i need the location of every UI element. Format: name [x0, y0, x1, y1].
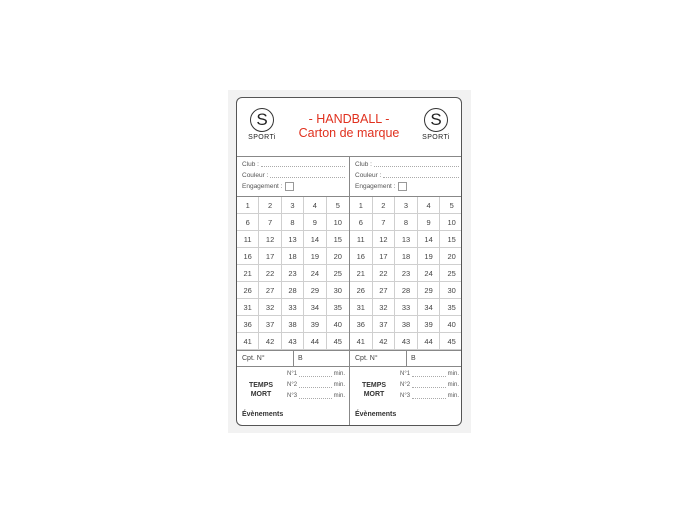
player-number-cell[interactable]: 29	[418, 282, 441, 299]
player-number-cell[interactable]: 28	[395, 282, 418, 299]
player-number-cell[interactable]: 5	[327, 197, 349, 214]
logo-text: SPORTi	[422, 134, 450, 141]
player-number-cell[interactable]: 31	[237, 299, 259, 316]
player-number-cell[interactable]: 44	[418, 333, 441, 350]
player-number-cell[interactable]: 23	[282, 265, 304, 282]
player-number-cell[interactable]: 12	[259, 231, 281, 248]
sporti-logo-icon: S	[250, 108, 274, 132]
player-number-cell[interactable]: 24	[418, 265, 441, 282]
engagement-checkbox[interactable]	[285, 182, 294, 191]
player-number-cell[interactable]: 14	[304, 231, 326, 248]
timeout-field	[299, 393, 332, 399]
club-row	[355, 159, 459, 169]
player-number-cell[interactable]: 37	[373, 316, 396, 333]
player-number-cell[interactable]: 2	[373, 197, 396, 214]
timeout-field	[299, 371, 332, 377]
timeout-1[interactable]	[400, 369, 459, 379]
player-number-cell[interactable]: 4	[418, 197, 441, 214]
club-label: Club :	[355, 160, 372, 168]
player-number-cell[interactable]: 3	[395, 197, 418, 214]
player-number-cell[interactable]: 42	[259, 333, 281, 350]
cpt-divider	[406, 351, 407, 366]
timeout-1[interactable]	[287, 369, 345, 379]
player-number-cell[interactable]: 29	[304, 282, 326, 299]
cpt-row	[237, 351, 349, 367]
player-number-cell[interactable]: 1	[237, 197, 259, 214]
couleur-label: Couleur :	[355, 171, 382, 179]
player-number-cell[interactable]: 27	[259, 282, 281, 299]
engagement-row	[355, 181, 459, 191]
timeout-number: N°2	[400, 382, 411, 388]
min-label: min.	[333, 371, 345, 377]
player-number-cell[interactable]: 18	[395, 248, 418, 265]
player-number-cell[interactable]: 40	[440, 316, 462, 333]
player-number-cell[interactable]: 18	[282, 248, 304, 265]
engagement-checkbox[interactable]	[398, 182, 407, 191]
min-label: min.	[447, 371, 459, 377]
team-info	[350, 157, 462, 197]
cpt-row	[350, 351, 462, 367]
player-number-cell[interactable]: 41	[237, 333, 259, 350]
player-number-cell[interactable]: 32	[259, 299, 281, 316]
club-row	[242, 159, 345, 169]
player-number-cell[interactable]: 30	[440, 282, 462, 299]
player-number-cell[interactable]: 17	[259, 248, 281, 265]
player-number-cell[interactable]: 25	[440, 265, 462, 282]
player-number-cell[interactable]: 5	[440, 197, 462, 214]
title-line-1: - HANDBALL -	[308, 112, 390, 126]
player-number-cell[interactable]: 13	[395, 231, 418, 248]
min-label: min.	[447, 382, 459, 388]
player-number-cell[interactable]: 20	[327, 248, 349, 265]
timeout-field	[412, 382, 446, 388]
temps-label: TEMPS	[361, 382, 387, 389]
player-number-cell[interactable]: 39	[418, 316, 441, 333]
player-number-cell[interactable]: 45	[327, 333, 349, 350]
player-number-cell[interactable]: 25	[327, 265, 349, 282]
team-column-right	[350, 157, 462, 426]
b-label: B	[298, 355, 303, 362]
player-number-cell[interactable]: 42	[373, 333, 396, 350]
player-number-cell[interactable]: 28	[282, 282, 304, 299]
player-number-cell[interactable]: 11	[350, 231, 373, 248]
player-number-cell[interactable]: 35	[440, 299, 462, 316]
player-number-cell[interactable]: 19	[304, 248, 326, 265]
b-label: B	[411, 355, 416, 362]
player-number-cell[interactable]: 15	[327, 231, 349, 248]
timeout-number: N°3	[287, 393, 298, 399]
couleur-row	[242, 170, 345, 180]
min-label: min.	[447, 393, 459, 399]
player-number-cell[interactable]: 17	[373, 248, 396, 265]
player-number-cell[interactable]: 34	[304, 299, 326, 316]
club-field[interactable]	[261, 161, 345, 167]
score-card	[236, 97, 462, 426]
player-number-cell[interactable]: 12	[373, 231, 396, 248]
player-number-cell[interactable]: 11	[237, 231, 259, 248]
player-number-cell[interactable]: 21	[350, 265, 373, 282]
club-field[interactable]	[374, 161, 459, 167]
timeout-2[interactable]	[400, 380, 459, 390]
player-number-cell[interactable]: 1	[350, 197, 373, 214]
player-number-cell[interactable]: 27	[373, 282, 396, 299]
events-label: Évènements	[355, 411, 397, 418]
engagement-label: Engagement :	[242, 182, 283, 190]
player-number-cell[interactable]: 33	[395, 299, 418, 316]
card-header	[237, 98, 461, 157]
mort-label: MORT	[363, 391, 385, 398]
player-number-cell[interactable]: 9	[304, 214, 326, 231]
timeout-number: N°1	[287, 371, 298, 377]
temps-label: TEMPS	[248, 382, 274, 389]
player-number-cell[interactable]: 26	[350, 282, 373, 299]
player-number-cell[interactable]: 22	[373, 265, 396, 282]
player-number-cell[interactable]: 9	[418, 214, 441, 231]
timeout-number: N°2	[287, 382, 298, 388]
player-number-cell[interactable]: 15	[440, 231, 462, 248]
timeout-field	[299, 382, 332, 388]
player-number-cell[interactable]: 38	[395, 316, 418, 333]
logo-text: SPORTi	[248, 134, 276, 141]
club-label: Club :	[242, 160, 259, 168]
events-label: Évènements	[242, 411, 284, 418]
player-number-cell[interactable]: 41	[350, 333, 373, 350]
player-number-cell[interactable]: 40	[327, 316, 349, 333]
cpt-label: Cpt. N°	[242, 355, 265, 362]
player-number-cell[interactable]: 43	[282, 333, 304, 350]
timeout-field	[412, 393, 446, 399]
timeout-2[interactable]	[287, 380, 345, 390]
player-number-cell[interactable]: 14	[418, 231, 441, 248]
player-number-cell[interactable]: 23	[395, 265, 418, 282]
player-number-cell[interactable]: 32	[373, 299, 396, 316]
player-number-cell[interactable]: 24	[304, 265, 326, 282]
timeout-number: N°1	[400, 371, 411, 377]
player-number-cell[interactable]: 8	[282, 214, 304, 231]
team-column-left	[237, 157, 350, 426]
player-number-cell[interactable]: 20	[440, 248, 462, 265]
player-number-cell[interactable]: 35	[327, 299, 349, 316]
player-number-cell[interactable]: 10	[327, 214, 349, 231]
player-number-cell[interactable]: 6	[237, 214, 259, 231]
cpt-divider	[293, 351, 294, 366]
couleur-label: Couleur :	[242, 171, 269, 179]
engagement-row	[242, 181, 345, 191]
timeout-field	[412, 371, 446, 377]
player-number-cell[interactable]: 7	[259, 214, 281, 231]
sporti-logo-icon: S	[424, 108, 448, 132]
player-number-cell[interactable]: 16	[237, 248, 259, 265]
timeout-3[interactable]	[400, 391, 459, 401]
couleur-field[interactable]	[383, 172, 459, 178]
player-number-cell[interactable]: 16	[350, 248, 373, 265]
player-number-cell[interactable]: 43	[395, 333, 418, 350]
sporti-logo-left	[242, 108, 282, 141]
temps-mort-label	[355, 381, 393, 399]
mort-label: MORT	[250, 391, 272, 398]
player-number-cell[interactable]: 36	[350, 316, 373, 333]
score-grid	[350, 197, 462, 351]
player-number-cell[interactable]: 2	[259, 197, 281, 214]
couleur-row	[355, 170, 459, 180]
player-number-cell[interactable]: 33	[282, 299, 304, 316]
player-number-cell[interactable]: 30	[327, 282, 349, 299]
score-grid	[237, 197, 349, 351]
player-number-cell[interactable]: 45	[440, 333, 462, 350]
player-number-cell[interactable]: 13	[282, 231, 304, 248]
player-number-cell[interactable]: 8	[395, 214, 418, 231]
timeout-number: N°3	[400, 393, 411, 399]
player-number-cell[interactable]: 39	[304, 316, 326, 333]
player-number-cell[interactable]: 6	[350, 214, 373, 231]
couleur-field[interactable]	[270, 172, 345, 178]
player-number-cell[interactable]: 19	[418, 248, 441, 265]
player-number-cell[interactable]: 31	[350, 299, 373, 316]
player-number-cell[interactable]: 10	[440, 214, 462, 231]
sporti-logo-right	[416, 108, 456, 141]
player-number-cell[interactable]: 4	[304, 197, 326, 214]
engagement-label: Engagement :	[355, 182, 396, 190]
team-info	[237, 157, 349, 197]
timeout-section	[237, 367, 349, 426]
timeout-3[interactable]	[287, 391, 345, 401]
temps-mort-label	[242, 381, 280, 399]
player-number-cell[interactable]: 3	[282, 197, 304, 214]
min-label: min.	[333, 382, 345, 388]
timeout-section	[350, 367, 462, 426]
player-number-cell[interactable]: 21	[237, 265, 259, 282]
player-number-cell[interactable]: 38	[282, 316, 304, 333]
cpt-label: Cpt. N°	[355, 355, 378, 362]
player-number-cell[interactable]: 36	[237, 316, 259, 333]
title-line-2: Carton de marque	[298, 126, 400, 140]
player-number-cell[interactable]: 37	[259, 316, 281, 333]
card-title	[282, 112, 416, 140]
player-number-cell[interactable]: 7	[373, 214, 396, 231]
player-number-cell[interactable]: 26	[237, 282, 259, 299]
player-number-cell[interactable]: 34	[418, 299, 441, 316]
player-number-cell[interactable]: 44	[304, 333, 326, 350]
min-label: min.	[333, 393, 345, 399]
player-number-cell[interactable]: 22	[259, 265, 281, 282]
